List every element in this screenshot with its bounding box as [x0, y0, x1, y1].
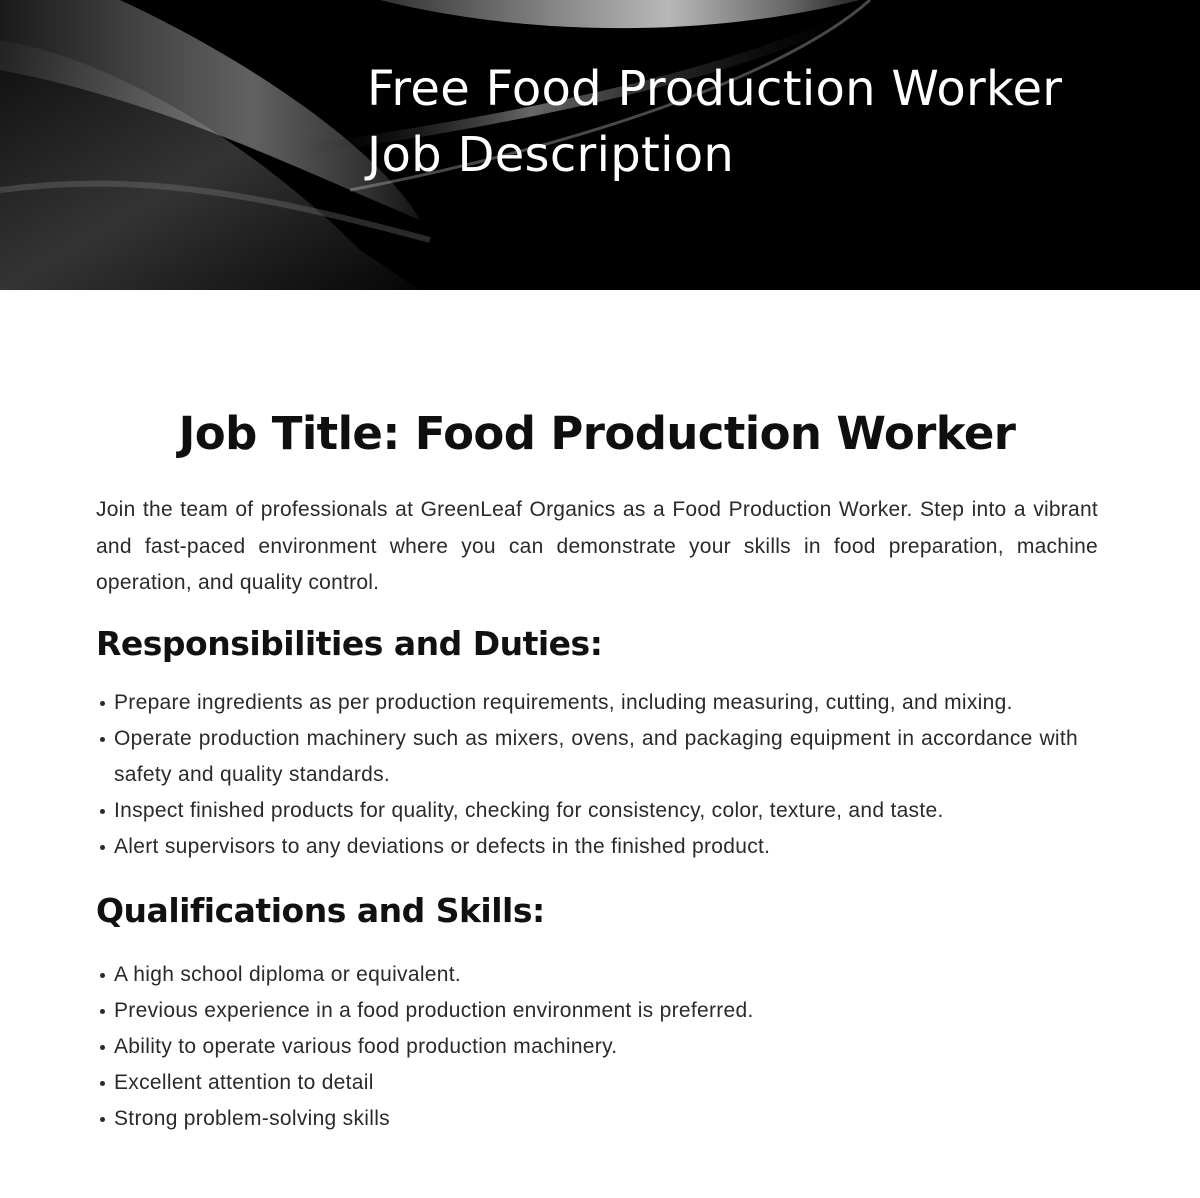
list-item: A high school diploma or equivalent. [96, 957, 1078, 993]
banner-title-line-1: Free Food Production Worker [367, 61, 1063, 117]
list-item: Prepare ingredients as per production requirements, including measuring, cutting, and mixing. [96, 685, 1078, 721]
job-title-heading: Job Title: Food Production Worker [178, 407, 1016, 460]
responsibilities-list [96, 685, 1078, 865]
banner-title [367, 56, 1062, 188]
qualifications-list [96, 957, 1078, 1137]
list-item: Alert supervisors to any deviations or defects in the finished product. [96, 829, 1078, 865]
intro-paragraph: Join the team of professionals at GreenLeaf Organics as a Food Production Worker. Step into a vibrant and fast-paced environment where you can demonstrate your skills in food preparation, machine operation, and quality control. [96, 498, 1098, 594]
list-item: Previous experience in a food production environment is preferred. [96, 993, 1078, 1029]
list-item: Strong problem-solving skills [96, 1101, 1078, 1137]
header-banner [0, 0, 1200, 290]
list-item: Ability to operate various food production machinery. [96, 1029, 1078, 1065]
job-description-document [96, 402, 1098, 1137]
banner-title-line-2: Job Description [367, 127, 735, 183]
list-item: Excellent attention to detail [96, 1065, 1078, 1101]
responsibilities-heading: Responsibilities and Duties: [96, 623, 603, 663]
qualifications-heading: Qualifications and Skills: [96, 890, 545, 930]
list-item: Operate production machinery such as mixers, ovens, and packaging equipment in accordance with safety and quality standards. [96, 721, 1078, 793]
list-item: Inspect finished products for quality, checking for consistency, color, texture, and taste. [96, 793, 1078, 829]
